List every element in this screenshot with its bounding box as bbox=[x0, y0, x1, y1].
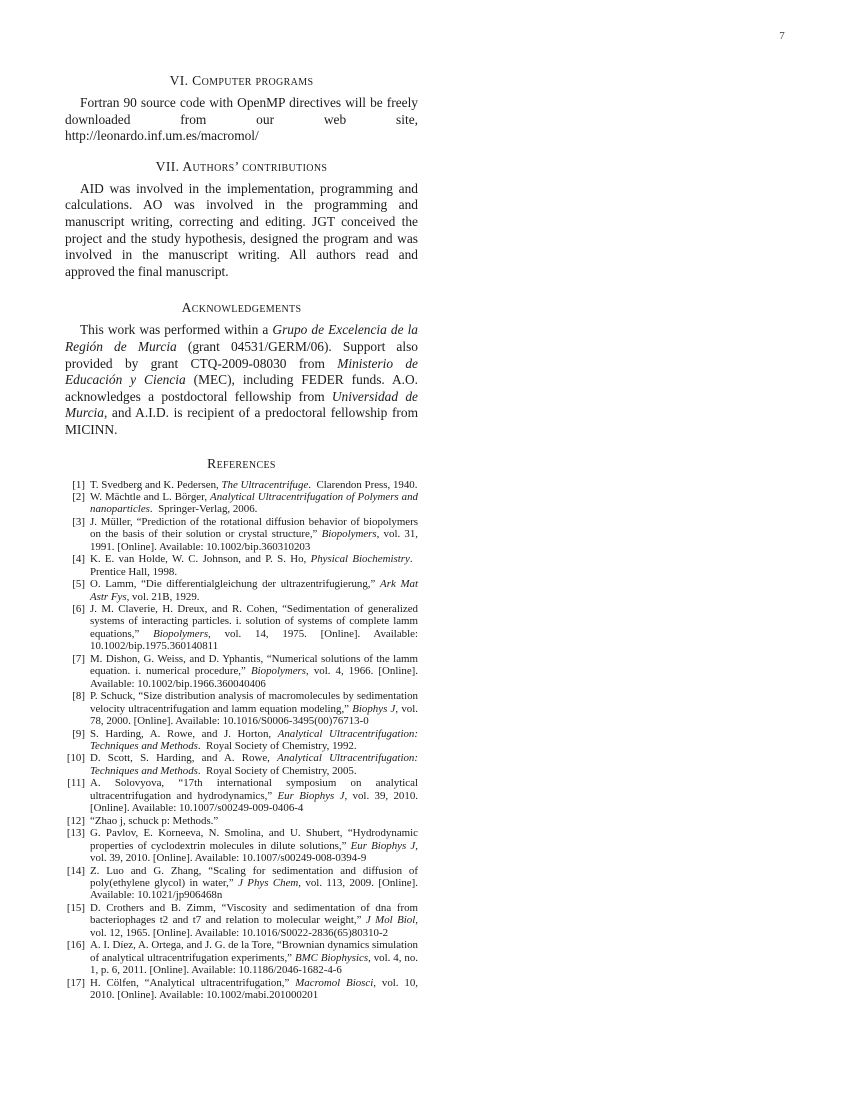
references-list bbox=[65, 479, 418, 1002]
reference-item bbox=[65, 728, 418, 753]
reference-item bbox=[65, 553, 418, 578]
reference-item bbox=[65, 977, 418, 1002]
reference-item bbox=[65, 690, 418, 727]
reference-item bbox=[65, 902, 418, 939]
reference-label: [5] bbox=[72, 578, 85, 591]
reference-text: Z. Luo and G. Zhang, “Scaling for sedimentation and diffusion of poly(ethylene glycol) in water,” J Phys Chem, vol. 113, 2009. [Online]. Available: 10.1021/jp906468n bbox=[90, 864, 418, 902]
reference-label: [17] bbox=[66, 976, 85, 989]
reference-label: [1] bbox=[72, 478, 85, 491]
section-heading-authors-contributions: VII. Authors’ contributions bbox=[155, 158, 328, 174]
acknowledgements-paragraph: This work was performed within a Grupo de Excelencia de la Región de Murcia (grant 04531/GERM/06). Support also provided by grant CTQ-2009-08030 from Ministerio de Educación y Ciencia (MEC), including FEDER funds. A.O. acknowledges a postdoctoral fellowship from Universidad de Murcia, and A.I.D. is recipient of a predoctoral fellowship from MICINN. bbox=[65, 322, 419, 437]
reference-text: D. Scott, S. Harding, and A. Rowe, Analytical Ultracentrifugation: Techniques and Methods. Royal Society of Chemistry, 2005. bbox=[90, 752, 418, 777]
reference-text: T. Svedberg and K. Pedersen, The Ultracentrifuge. Clarendon Press, 1940. bbox=[90, 478, 418, 491]
reference-item bbox=[65, 603, 418, 653]
reference-label: [2] bbox=[72, 490, 85, 503]
reference-text: G. Pavlov, E. Korneeva, N. Smolina, and U. Shubert, “Hydrodynamic properties of cyclodextrin molecules in dilute solutions,” Eur Biophys J, vol. 39, 2010. [Online]. Available: 10.1007/s00249-008-0394-9 bbox=[90, 827, 418, 865]
reference-label: [11] bbox=[67, 777, 85, 790]
reference-label: [7] bbox=[72, 652, 85, 665]
reference-text: O. Lamm, “Die differentialgleichung der ultrazentrifugierung,” Ark Mat Astr Fys, vol. 21B, 1929. bbox=[90, 578, 418, 603]
reference-item bbox=[65, 752, 418, 777]
section-heading-acknowledgements: Acknowledgements bbox=[181, 300, 302, 316]
reference-text: A. Solovyova, “17th international symposium on analytical ultracentrifugation and hydrodynamics,” Eur Biophys J, vol. 39, 2010. [Online]. Available: 10.1007/s00249-009-0406-4 bbox=[90, 777, 418, 815]
section-heading-references: References bbox=[207, 455, 276, 471]
reference-label: [15] bbox=[66, 901, 85, 914]
reference-text: M. Dishon, G. Weiss, and D. Yphantis, “Numerical solutions of the lamm equation. i. numerical procedure,” Biopolymers, vol. 4, 1966. [Online]. Available: 10.1002/bip.1966.360040406 bbox=[90, 652, 419, 690]
computer-programs-paragraph: Fortran 90 source code with OpenMP directives will be freely downloaded from our web site, http://leonardo.inf.um.es/macromol/ bbox=[65, 95, 418, 144]
reference-label: [8] bbox=[72, 690, 85, 703]
reference-item bbox=[65, 939, 418, 976]
reference-item bbox=[65, 491, 418, 516]
reference-item bbox=[65, 578, 418, 603]
reference-item bbox=[65, 777, 418, 814]
reference-item bbox=[65, 865, 418, 902]
section-heading-computer-programs: VI. Computer programs bbox=[169, 73, 314, 88]
reference-label: [16] bbox=[66, 939, 85, 952]
reference-label: [10] bbox=[66, 752, 85, 765]
page-number: 7 bbox=[779, 30, 785, 42]
reference-item bbox=[65, 479, 418, 491]
reference-label: [14] bbox=[66, 864, 85, 877]
reference-item bbox=[65, 653, 418, 690]
reference-label: [3] bbox=[72, 515, 85, 528]
reference-text: W. Mächtle and L. Börger, Analytical Ultracentrifugation of Polymers and nanoparticles. Springer-Verlag, 2006. bbox=[90, 490, 418, 516]
reference-item bbox=[65, 516, 418, 553]
reference-label: [6] bbox=[72, 603, 85, 616]
reference-label: [9] bbox=[72, 727, 85, 740]
reference-text: J. Müller, “Prediction of the rotational diffusion behavior of biopolymers on the basis of their solution or crystal structure,” Biopolymers, vol. 31, 1991. [Online]. Available: 10.1002/bip.360310203 bbox=[90, 515, 418, 553]
reference-item bbox=[65, 815, 418, 827]
reference-text: S. Harding, A. Rowe, and J. Horton, Analytical Ultracentrifugation: Techniques and Methods. Royal Society of Chemistry, 1992. bbox=[90, 727, 418, 753]
authors-contributions-paragraph: AID was involved in the implementation, programming and calculations. AO was involved in the programming and manuscript writing, correcting and editing. JGT conceived the project and the study hypothesis, designed the program and was involved in the manuscript writing. All authors read and approved the final manuscript. bbox=[65, 180, 418, 279]
reference-text: P. Schuck, “Size distribution analysis of macromolecules by sedimentation velocity ultracentrifugation and lamm equation modeling,” Biophys J, vol. 78, 2000. [Online]. Available: 10.1016/S0006-3495(00)76713-0 bbox=[90, 690, 418, 728]
reference-text: A. I. Díez, A. Ortega, and J. G. de la Tore, “Brownian dynamics simulation of analytical ultracentrifugation experiments,” BMC Biophysics, vol. 4, no. 1, p. 6, 2011. [Online]. Available: 10.1186/2046-1682-4-6 bbox=[90, 939, 418, 977]
reference-text: “Zhao j, schuck p: Methods.” bbox=[90, 814, 219, 827]
reference-label: [4] bbox=[72, 553, 85, 566]
reference-label: [13] bbox=[66, 827, 85, 840]
text-column bbox=[65, 72, 418, 1002]
reference-text: K. E. van Holde, W. C. Johnson, and P. S. Ho, Physical Biochemistry. Prentice Hall, 1998. bbox=[90, 553, 418, 578]
reference-label: [12] bbox=[66, 814, 85, 827]
reference-text: D. Crothers and B. Zimm, “Viscosity and sedimentation of dna from bacteriophages t2 and t7 and relation to molecular weight,” J Mol Biol, vol. 12, 1965. [Online]. Available: 10.1016/S0022-2836(65)80310-2 bbox=[90, 901, 418, 939]
reference-text: J. M. Claverie, H. Dreux, and R. Cohen, “Sedimentation of generalized systems of interacting particles. i. solution of systems of complete lamm equations,” Biopolymers, vol. 14, 1975. [Online]. Available: 10.1002/bip.1975.360140811 bbox=[90, 603, 418, 653]
reference-item bbox=[65, 827, 418, 864]
reference-text: H. Cölfen, “Analytical ultracentrifugation,” Macromol Biosci, vol. 10, 2010. [Online]. Available: 10.1002/mabi.201000201 bbox=[90, 976, 418, 1002]
